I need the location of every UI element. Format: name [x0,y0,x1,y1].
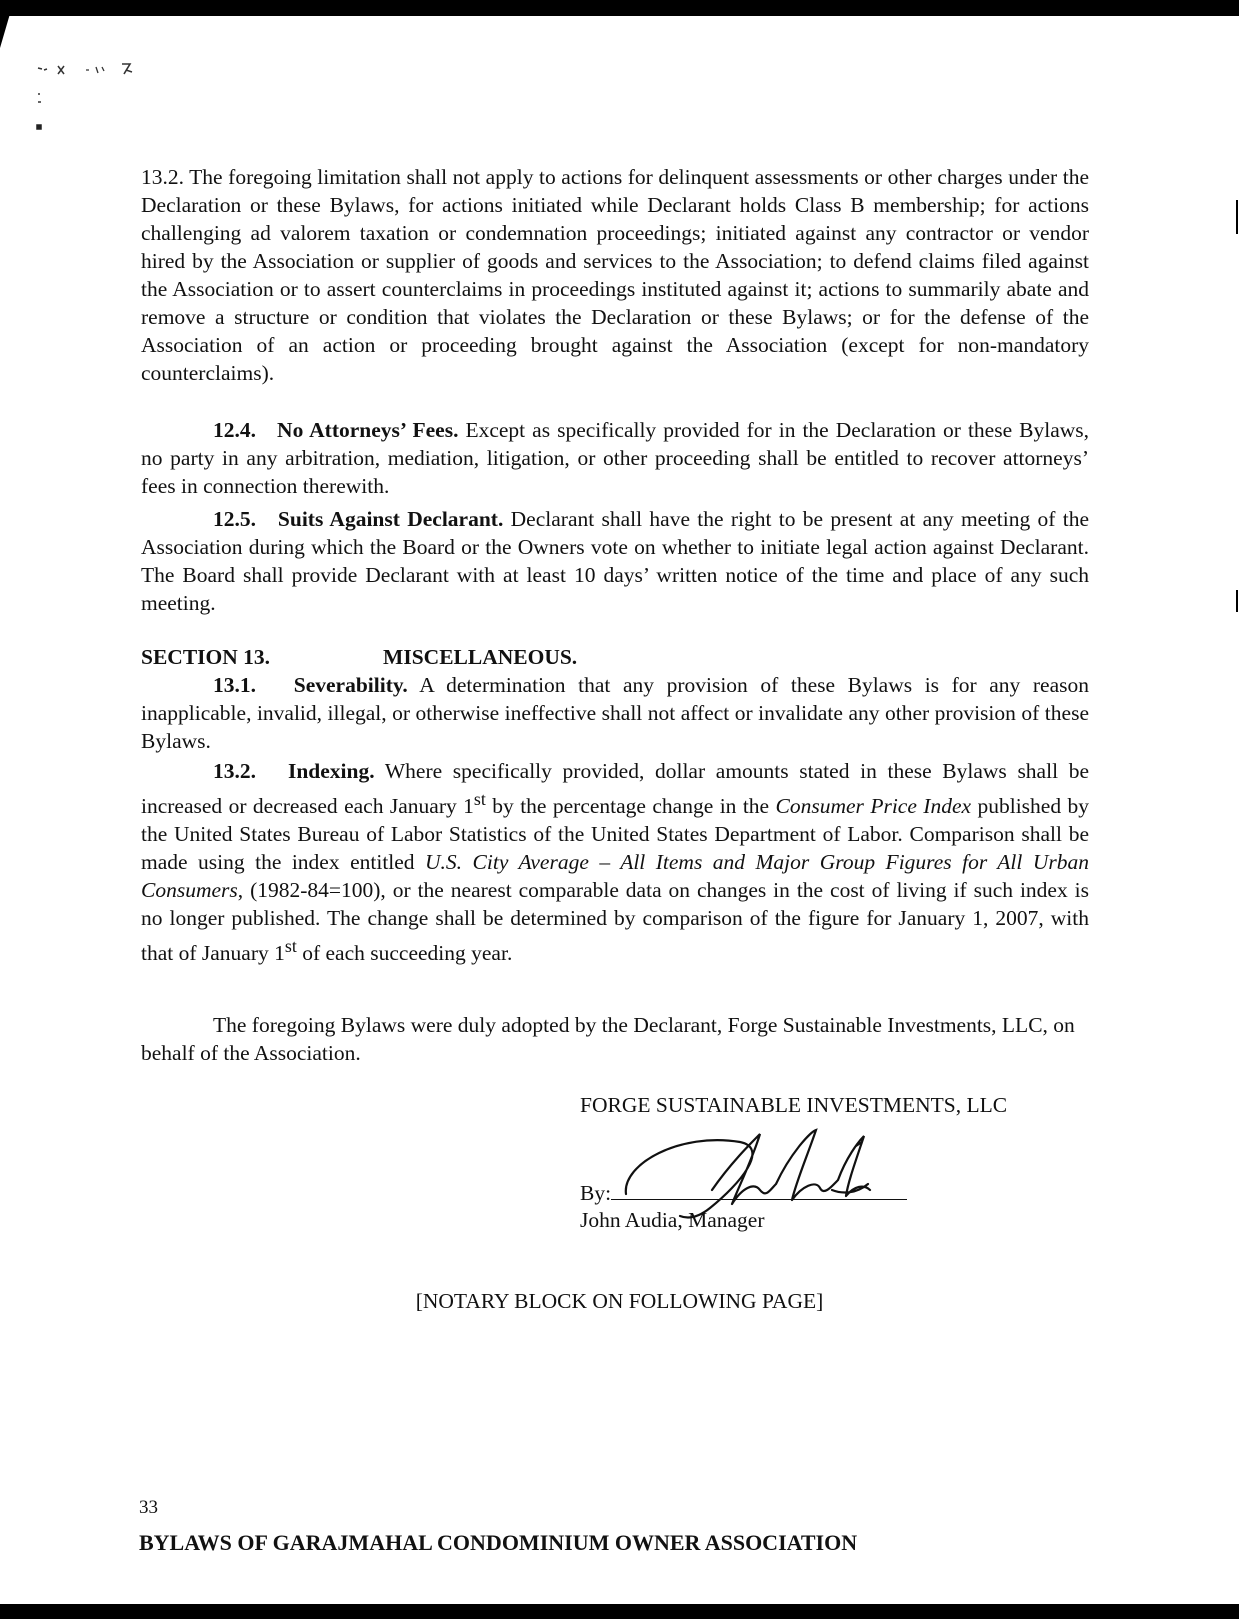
ordinal-suffix: st [473,789,486,809]
index-name: Consumer Price Index [775,794,972,819]
section-body: Except as specifically provided for in the Declaration or these Bylaws, no party in any arbitration, mediation, litigation, or other proceeding shall be entitled to recover attorneys’ fees in connection therewith. [141,418,1090,498]
section-number: 13.2. [213,759,256,783]
adoption-statement [141,1011,1089,1067]
section-13-2 [141,757,1089,967]
section-label: SECTION 13. [141,645,271,669]
scan-border-bottom [0,1604,1239,1619]
section-number: 12.4. [213,418,256,442]
document-footer-title: BYLAWS OF GARAJMAHAL CONDOMINIUM OWNER ASSOCIATION [139,1530,858,1555]
section-body: A determination that any provision of these Bylaws is for any reason inapplicable, invalid, illegal, or otherwise ineffective shall not affect or invalidate any other provision of these Bylaws. [141,673,1090,753]
section-body: published by the United States Bureau of Labor Statistics of the United States Department of Labor. Comparison shall be made using the index entitled [141,794,1090,875]
scan-noise-marks [36,62,156,142]
section-body: Where specifically provided, dollar amounts stated in these Bylaws shall be increased or decreased each January 1 [141,759,1089,819]
paragraph-limitation-exceptions [141,163,1089,387]
section-number: 12.5. [213,507,256,531]
section-12-5 [141,505,1089,617]
section-heading: Suits Against Declarant. [277,507,504,531]
section-number: 13.1. [213,673,256,697]
section-13-1 [141,671,1089,755]
section-body: , (1982-84=100), or the nearest comparable data on changes in the cost of living if such index is no longer published. The change shall be determined by comparison of the figure for January 1, 2007, with that of January 1 [141,878,1089,966]
page-number: 33 [139,1497,158,1518]
section-13-heading [141,643,1089,671]
notary-note: [NOTARY BLOCK ON FOLLOWING PAGE] [415,1289,824,1313]
section-heading: No Attorneys’ Fees. [277,418,459,442]
signature-company: FORGE SUSTAINABLE INVESTMENTS, LLC [580,1093,1008,1117]
section-body: by the percentage change in the [485,794,776,819]
index-title: U.S. City Average – All Items and Major Group Figures for All Urban Consumers [141,850,1089,903]
scan-border-top [0,0,1239,16]
section-title: MISCELLANEOUS. [383,645,578,669]
adoption-text: The foregoing Bylaws were duly adopted by the Declarant, Forge Sustainable Investments, LLC, on behalf of the Association. [141,1013,1075,1065]
signer-name: John Audia, Manager [580,1208,765,1232]
scan-corner-artifact [0,0,14,48]
by-label: By: [580,1181,612,1205]
section-body: of each succeeding year. [296,941,513,966]
paragraph-text: 13.2. The foregoing limitation shall not apply to actions for delinquent assessments or other charges under the Declaration or these Bylaws, for actions initiated while Declarant holds Class B membership; for actions challenging ad valorem taxation or condemnation proceedings; initiated against any contractor or vendor hired by the Association or supplier of goods and services to the Association; to defend claims filed against the Association or to assert counterclaims in proceedings instituted against it; actions to summarily abate and remove a structure or condition that violates the Declaration or these Bylaws; or for the defense of the Association of an action or proceeding brought against the Association (except for non-mandatory counterclaims). [141,165,1089,385]
section-body: Declarant shall have the right to be present at any meeting of the Association during which the Board or the Owners vote on whether to initiate legal action against Declarant. The Board shall provide Declarant with at least 10 days’ written notice of the time and place of any such meeting. [141,507,1089,615]
scan-edge-mark [1236,200,1238,234]
section-heading: Indexing. [287,759,375,783]
section-12-4 [141,416,1089,500]
handwritten-signature [620,1124,890,1224]
section-heading: Severability. [293,673,408,697]
ordinal-suffix: st [284,936,297,957]
scan-edge-mark [1236,590,1238,612]
